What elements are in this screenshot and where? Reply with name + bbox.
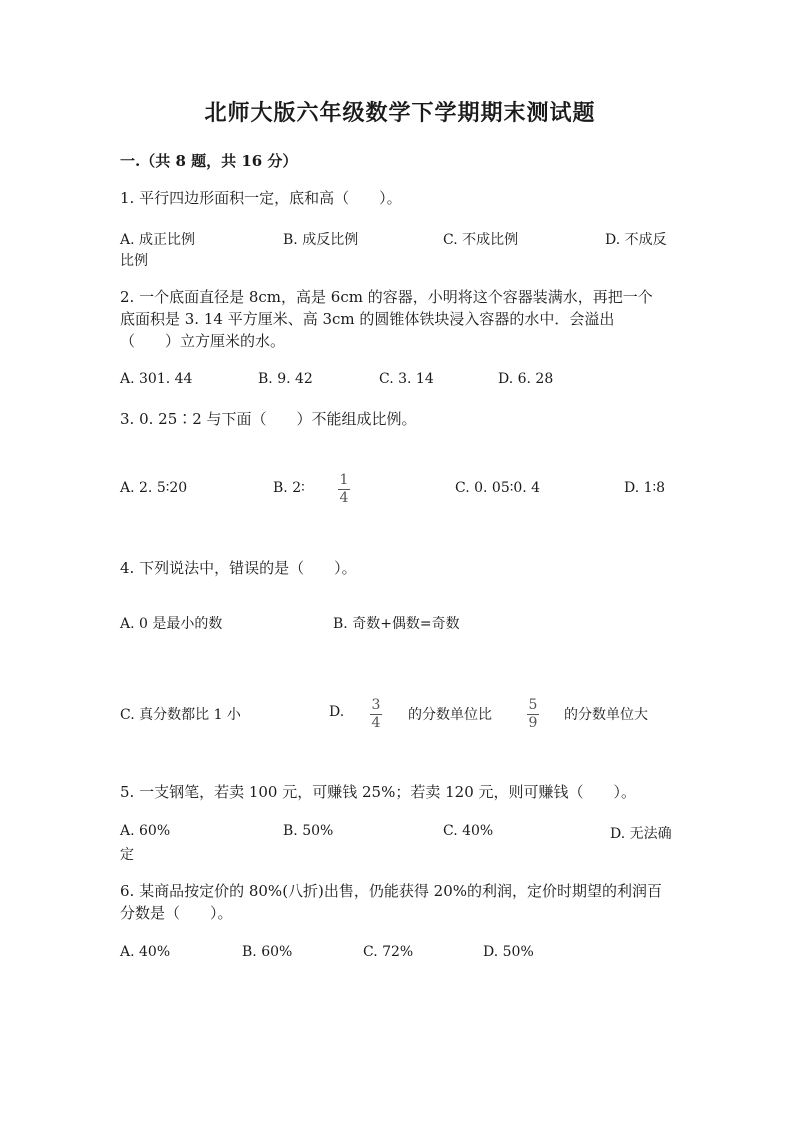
fraction-numerator: 5 — [528, 697, 538, 713]
question-6-line-1: 6. 某商品按定价的 80%(八折)出售，仍能获得 20%的利润，定价时期望的利润百 — [120, 882, 663, 900]
q4-option-d-middle-text: 的分数单位比 — [408, 707, 492, 723]
q5-option-d-continued: 定 — [120, 847, 134, 863]
q5-option-d: D. 无法确 — [610, 826, 672, 842]
question-5-text: 5. 一支钢笔，若卖 100 元，可赚钱 25%；若卖 120 元，则可赚钱（ ）。 — [120, 783, 637, 801]
q6-option-b: B. 60% — [242, 944, 293, 960]
q4-option-a: A. 0 是最小的数 — [120, 616, 223, 632]
q4-option-d-end-text: 的分数单位大 — [564, 707, 648, 723]
fraction-numerator: 3 — [371, 697, 381, 713]
question-3-text: 3. 0. 25∶2 与下面（ ）不能组成比例。 — [120, 410, 417, 428]
q4-option-d: D. — [329, 704, 345, 720]
q6-option-c: C. 72% — [363, 944, 414, 960]
q4-option-d-fraction-2 — [527, 698, 539, 731]
q2-option-b: B. 9. 42 — [258, 371, 313, 387]
q4-option-b: B. 奇数+偶数=奇数 — [333, 616, 460, 632]
q5-option-c: C. 40% — [443, 823, 494, 839]
q3-option-d: D. 1∶8 — [624, 480, 666, 496]
fraction-denominator: 4 — [339, 490, 349, 506]
q2-option-a: A. 301. 44 — [120, 371, 193, 387]
q3-option-a: A. 2. 5∶20 — [120, 480, 188, 496]
section-heading: 一.（共 8 题，共 16 分） — [120, 152, 298, 170]
question-4-text: 4. 下列说法中，错误的是（ ）。 — [120, 559, 357, 577]
q3-option-b-fraction — [338, 473, 350, 506]
question-2-line-3: （ ）立方厘米的水。 — [120, 332, 286, 350]
page-title: 北师大版六年级数学下学期期末测试题 — [204, 100, 596, 126]
fraction-numerator: 1 — [339, 472, 349, 488]
q6-option-a: A. 40% — [120, 944, 171, 960]
q6-option-d: D. 50% — [483, 944, 534, 960]
q1-option-a: A. 成正比例 — [120, 232, 196, 248]
q3-option-b: B. 2∶ — [273, 480, 305, 496]
question-1-text: 1. 平行四边形面积一定，底和高（ ）。 — [120, 189, 402, 207]
q2-option-d: D. 6. 28 — [498, 371, 554, 387]
fraction-denominator: 9 — [528, 715, 538, 731]
fraction-denominator: 4 — [371, 715, 381, 731]
question-2-line-2: 底面积是 3. 14 平方厘米、高 3cm 的圆锥体铁块浸入容器的水中．会溢出 — [120, 310, 615, 328]
q4-option-c: C. 真分数都比 1 小 — [120, 707, 241, 723]
question-6-line-2: 分数是（ ）。 — [120, 904, 233, 922]
q1-option-d-continued: 比例 — [120, 253, 148, 269]
q1-option-b: B. 成反比例 — [283, 232, 359, 248]
q4-option-d-fraction-1 — [370, 698, 382, 731]
q1-option-c: C. 不成比例 — [443, 232, 519, 248]
q1-option-d: D. 不成反 — [605, 232, 667, 248]
question-2-line-1: 2. 一个底面直径是 8cm，高是 6cm 的容器，小明将这个容器装满水，再把一个 — [120, 288, 653, 306]
q5-option-a: A. 60% — [120, 823, 171, 839]
q5-option-b: B. 50% — [283, 823, 334, 839]
q3-option-c: C. 0. 05∶0. 4 — [455, 480, 541, 496]
q2-option-c: C. 3. 14 — [379, 371, 434, 387]
